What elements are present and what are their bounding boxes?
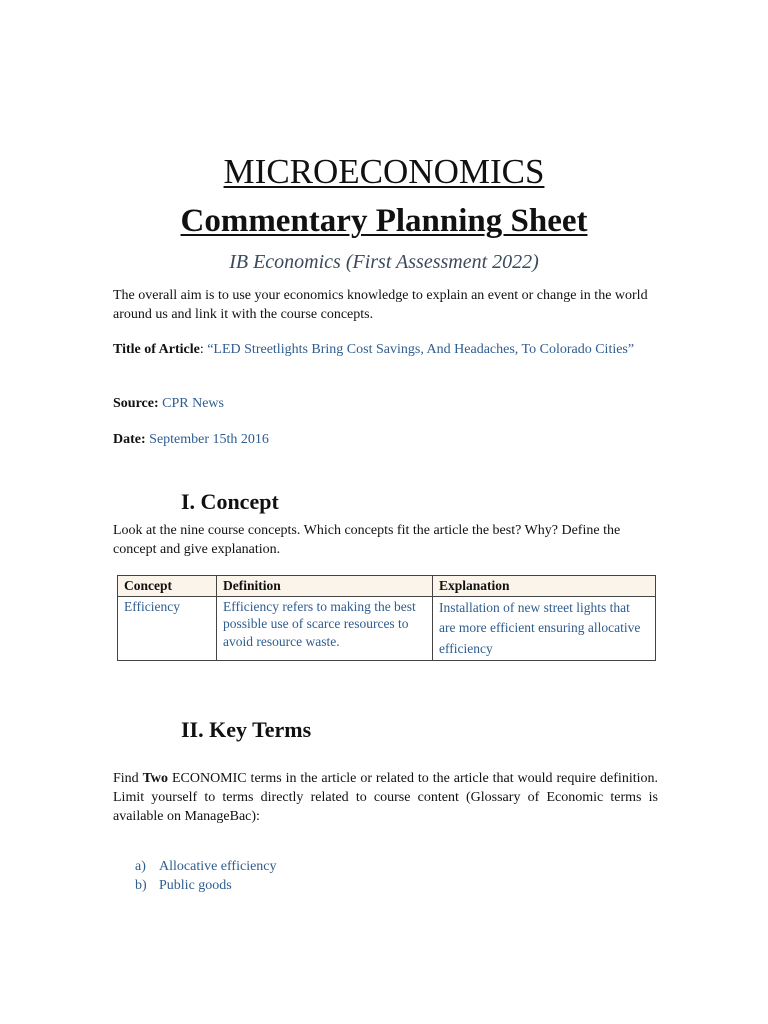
document-title: MICROECONOMICS [223,152,545,191]
article-title-value: “LED Streetlights Bring Cost Savings, And Headaches, To Colorado Cities” [207,342,635,357]
list-item [135,876,277,895]
table-header-definition: Definition [217,576,433,597]
course-subtitle: IB Economics (First Assessment 2022) [229,251,539,273]
article-title-label: Title of Article [113,342,200,357]
table-header-explanation: Explanation [433,576,656,597]
table-row [118,596,656,661]
article-date-label: Date: [113,432,146,447]
table-cell-definition: Efficiency refers to making the best possible use of scarce resources to avoid resource waste. [217,596,433,661]
key-terms-instr-pre: Find [113,771,143,786]
article-date-line [113,430,658,449]
list-item [135,857,277,876]
key-terms-instr-post: ECONOMIC terms in the article or related to the article that would require definition. Limit yourself to terms directly related to course content (Glossary of Economic terms is available on ManageBac): [113,771,658,824]
key-terms-list [135,857,277,895]
article-source-value: CPR News [162,396,224,411]
section-concept-heading: I. Concept [181,489,279,514]
table-header-concept: Concept [118,576,217,597]
article-source-line [113,394,658,413]
key-terms-instructions [113,769,658,826]
section-key-terms-heading: II. Key Terms [181,717,312,742]
list-item-text: Public goods [159,878,232,893]
article-title-colon: : [199,342,208,357]
intro-paragraph: The overall aim is to use your economics knowledge to explain an event or change in the world around us and link it with the course concepts. [113,288,648,322]
concept-instructions: Look at the nine course concepts. Which concepts fit the article the best? Why? Define the concept and give explanation. [113,523,621,557]
list-item-marker: b) [135,878,147,893]
table-header-row [118,576,656,597]
document-subtitle: Commentary Planning Sheet [180,203,588,239]
table-cell-concept: Efficiency [118,596,217,661]
article-title-line [113,340,658,359]
concept-table [117,575,656,661]
list-item-text: Allocative efficiency [159,859,277,874]
key-terms-instr-bold: Two [142,771,169,786]
table-cell-explanation: Installation of new street lights that are more efficient ensuring allocative efficiency [433,596,656,661]
article-date-value: September 15th 2016 [149,432,269,447]
article-source-label: Source: [113,396,159,411]
list-item-marker: a) [135,859,146,874]
